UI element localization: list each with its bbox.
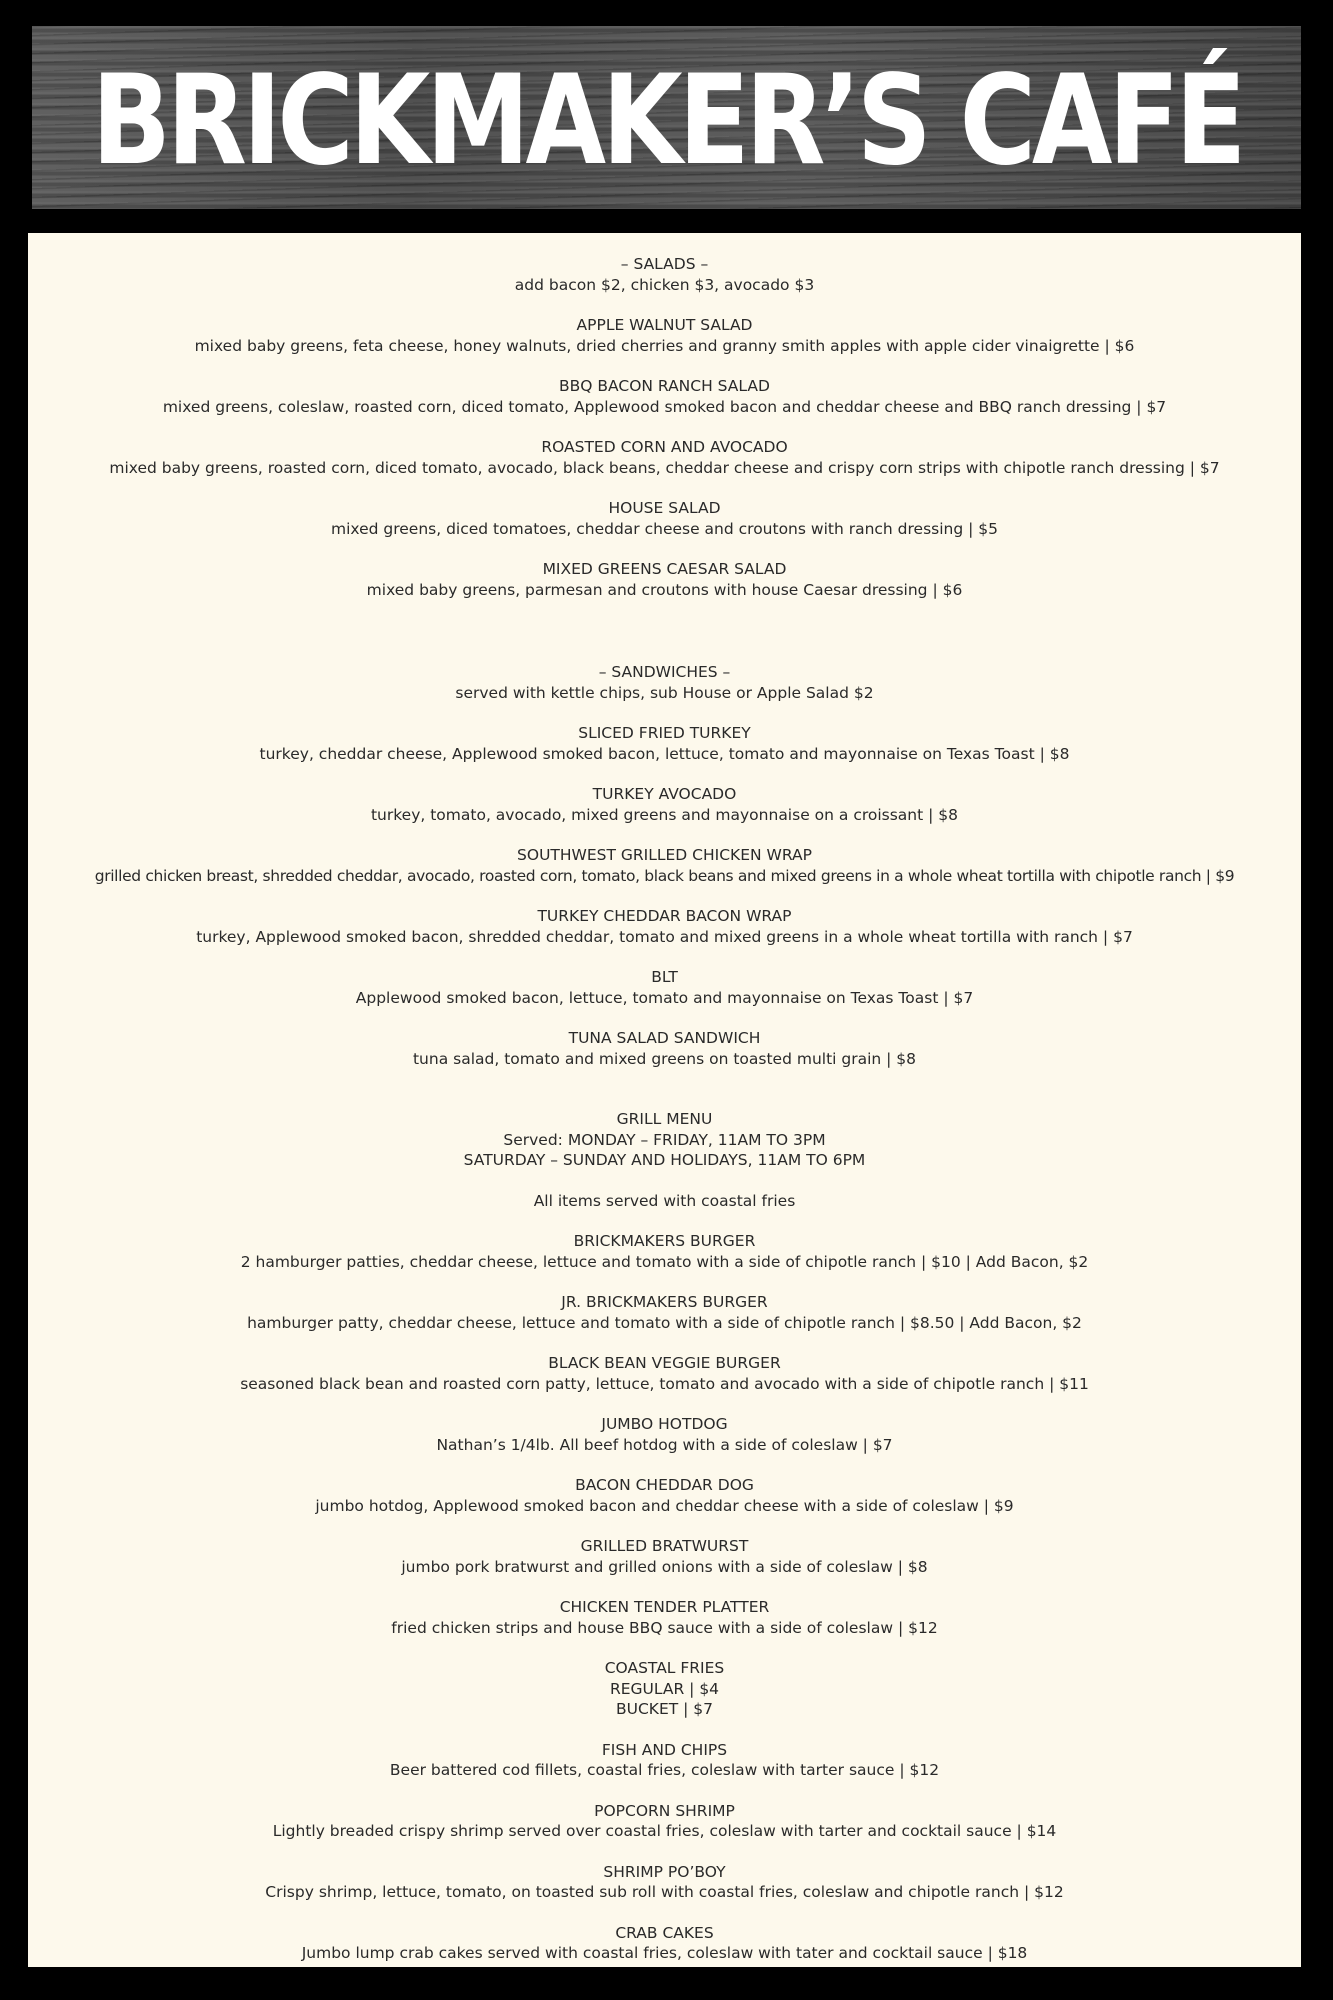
item-name: APPLE WALNUT SALAD <box>576 316 753 334</box>
item-description: 2 hamburger patties, cheddar cheese, lettuce and tomato with a side of chipotle ranch | $10 | Add Bacon, $2 <box>240 1252 1089 1271</box>
menu-content <box>28 254 1301 1964</box>
section-header: – SANDWICHES – <box>598 663 731 681</box>
item-description: mixed greens, coleslaw, roasted corn, diced tomato, Applewood smoked bacon and cheddar cheese and BBQ ranch dressing | $7 <box>162 397 1167 416</box>
item-description: mixed baby greens, parmesan and croutons with house Caesar dressing | $6 <box>366 580 963 599</box>
menu-item <box>28 906 1301 947</box>
item-description: Nathan’s 1/4lb. All beef hotdog with a side of coleslaw | $7 <box>436 1435 893 1454</box>
item-name: BACON CHEDDAR DOG <box>575 1476 754 1494</box>
section-note: served with kettle chips, sub House or Apple Salad $2 <box>455 683 874 702</box>
item-name: JR. BRICKMAKERS BURGER <box>561 1293 768 1311</box>
menu-item <box>28 967 1301 1008</box>
grill-hours-weekend: SATURDAY – SUNDAY AND HOLIDAYS, 11AM TO 6PM <box>463 1151 866 1169</box>
item-name: CHICKEN TENDER PLATTER <box>559 1598 770 1616</box>
menu-item <box>28 498 1301 539</box>
item-name: BLACK BEAN VEGGIE BURGER <box>548 1354 781 1372</box>
item-name: FISH AND CHIPS <box>601 1740 728 1759</box>
menu-sheet <box>28 233 1301 1967</box>
item-description: fried chicken strips and house BBQ sauce with a side of coleslaw | $12 <box>391 1618 938 1637</box>
item-name: JUMBO HOTDOG <box>601 1415 728 1433</box>
menu-item <box>28 1231 1301 1272</box>
item-description: Jumbo lump crab cakes served with coastal fries, coleslaw with tater and cocktail sauce | $18 <box>301 1944 1028 1962</box>
menu-item <box>28 559 1301 600</box>
item-name: HOUSE SALAD <box>608 499 721 517</box>
cafe-title: BRICKMAKER’S CAFÉ <box>91 48 1242 193</box>
grill-section <box>28 1109 1301 1964</box>
item-description: jumbo pork bratwurst and grilled onions with a side of coleslaw | $8 <box>401 1557 928 1576</box>
menu-item <box>28 1801 1301 1842</box>
fries-bucket-price: BUCKET | $7 <box>615 1700 714 1718</box>
menu-item <box>28 723 1301 764</box>
menu-item-coastal-fries <box>28 1658 1301 1720</box>
menu-item <box>28 784 1301 825</box>
section-note: add bacon $2, chicken $3, avocado $3 <box>514 275 815 294</box>
menu-item <box>28 1862 1301 1903</box>
menu-item <box>28 1597 1301 1638</box>
menu-item <box>28 1475 1301 1516</box>
item-name: TURKEY AVOCADO <box>592 785 737 803</box>
item-name: BLT <box>651 968 678 986</box>
item-description: seasoned black bean and roasted corn patty, lettuce, tomato and avocado with a side of chipotle ranch | $11 <box>240 1374 1089 1393</box>
item-name: POPCORN SHRIMP <box>594 1801 735 1820</box>
item-name: MIXED GREENS CAESAR SALAD <box>542 560 787 578</box>
item-description: turkey, tomato, avocado, mixed greens and mayonnaise on a croissant | $8 <box>370 805 959 824</box>
item-name: TUNA SALAD SANDWICH <box>568 1029 761 1047</box>
section-header: GRILL MENU <box>616 1110 713 1128</box>
section-header: – SALADS – <box>620 255 709 273</box>
item-description: Beer battered cod fillets, coastal fries, coleslaw with tarter sauce | $12 <box>389 1761 940 1779</box>
salads-section <box>28 254 1301 600</box>
menu-item <box>28 1353 1301 1394</box>
item-name: COASTAL FRIES <box>604 1659 725 1677</box>
menu-item <box>28 1923 1301 1964</box>
sandwiches-section <box>28 662 1301 1069</box>
item-name: SOUTHWEST GRILLED CHICKEN WRAP <box>517 846 812 864</box>
menu-item <box>28 1740 1301 1781</box>
item-name: CRAB CAKES <box>615 1923 714 1942</box>
item-description: mixed baby greens, feta cheese, honey walnuts, dried cherries and granny smith apples with apple cider vinaigrette | $6 <box>194 336 1135 355</box>
grill-hours-weekday: Served: MONDAY – FRIDAY, 11AM TO 3PM <box>503 1130 826 1149</box>
section-note: All items served with coastal fries <box>533 1191 796 1210</box>
menu-item <box>28 845 1301 886</box>
menu-item <box>28 315 1301 356</box>
item-name: SLICED FRIED TURKEY <box>578 724 751 742</box>
item-name: BBQ BACON RANCH SALAD <box>559 377 770 395</box>
menu-item <box>28 1028 1301 1069</box>
menu-item <box>28 1536 1301 1577</box>
item-description: mixed baby greens, roasted corn, diced tomato, avocado, black beans, cheddar cheese and crispy corn strips with chipotle ranch dressing | $7 <box>109 458 1220 477</box>
item-description: Crispy shrimp, lettuce, tomato, on toasted sub roll with coastal fries, coleslaw and chipotle ranch | $12 <box>265 1883 1064 1901</box>
menu-item <box>28 1292 1301 1333</box>
header-banner <box>32 26 1301 209</box>
item-description: Applewood smoked bacon, lettuce, tomato and mayonnaise on Texas Toast | $7 <box>355 988 974 1007</box>
item-name: SHRIMP PO’BOY <box>603 1862 726 1881</box>
item-name: ROASTED CORN AND AVOCADO <box>541 438 788 456</box>
menu-item <box>28 437 1301 478</box>
item-name: GRILLED BRATWURST <box>580 1537 749 1555</box>
menu-item <box>28 1414 1301 1455</box>
item-description: mixed greens, diced tomatoes, cheddar cheese and croutons with ranch dressing | $5 <box>330 519 998 538</box>
item-description: jumbo hotdog, Applewood smoked bacon and cheddar cheese with a side of coleslaw | $9 <box>315 1496 1014 1515</box>
item-description: turkey, cheddar cheese, Applewood smoked bacon, lettuce, tomato and mayonnaise on Texas Toast | $8 <box>259 744 1070 763</box>
fries-regular-price: REGULAR | $4 <box>609 1679 720 1698</box>
item-description: turkey, Applewood smoked bacon, shredded cheddar, tomato and mixed greens in a whole wheat tortilla with ranch | $7 <box>196 927 1133 946</box>
item-name: BRICKMAKERS BURGER <box>573 1232 756 1250</box>
item-name: TURKEY CHEDDAR BACON WRAP <box>537 907 792 925</box>
item-description: tuna salad, tomato and mixed greens on toasted multi grain | $8 <box>412 1049 917 1068</box>
item-description: Lightly breaded crispy shrimp served over coastal fries, coleslaw with tarter and cocktail sauce | $14 <box>272 1822 1057 1840</box>
item-description: grilled chicken breast, shredded cheddar, avocado, roasted corn, tomato, black beans and mixed greens in a whole wheat tortilla with chipotle ranch | $9 <box>94 866 1235 885</box>
item-description: hamburger patty, cheddar cheese, lettuce and tomato with a side of chipotle ranch | $8.50 | Add Bacon, $2 <box>247 1313 1082 1332</box>
menu-item <box>28 376 1301 417</box>
